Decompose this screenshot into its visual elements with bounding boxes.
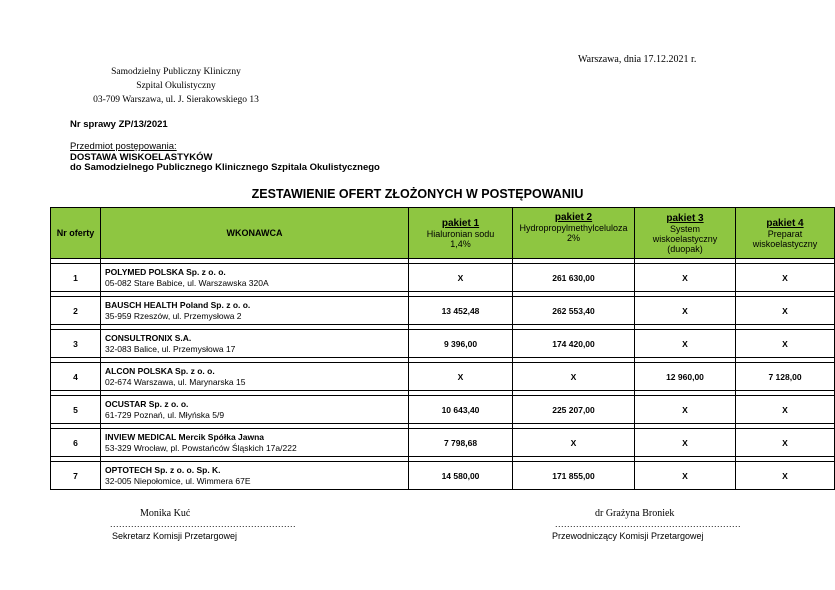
package-2-price: 225 207,00 bbox=[513, 396, 635, 424]
offer-number: 2 bbox=[51, 297, 101, 325]
offer-number: 7 bbox=[51, 462, 101, 490]
table-header-row bbox=[51, 208, 835, 259]
vendor-address: 32-083 Balice, ul. Przemysłowa 17 bbox=[105, 343, 236, 354]
table-row bbox=[51, 330, 835, 358]
vendor-address: 32-005 Niepołomice, ul. Wimmera 67E bbox=[105, 475, 251, 486]
left-signature-name: Monika Kuć bbox=[140, 508, 191, 519]
package-desc: Preparat bbox=[767, 228, 803, 239]
offer-number: 1 bbox=[51, 264, 101, 292]
vendor-cell bbox=[101, 297, 409, 325]
header-offer-no: Nr oferty bbox=[51, 208, 101, 259]
institution-address: 03-709 Warszawa, ul. J. Sierakowskiego 13 bbox=[93, 95, 259, 105]
package-desc: 2% bbox=[566, 233, 580, 243]
subject-recipient: do Samodzielnego Publicznego Klinicznego Szpitala Okulistycznego bbox=[70, 162, 380, 173]
package-title: pakiet 3 bbox=[666, 212, 704, 224]
vendor-cell bbox=[101, 462, 409, 490]
vendor-cell bbox=[101, 363, 409, 391]
package-desc: (duopak) bbox=[667, 243, 703, 254]
package-3-price: X bbox=[635, 429, 736, 457]
offers-table bbox=[50, 207, 835, 490]
package-2-price: X bbox=[513, 363, 635, 391]
package-1-price: X bbox=[409, 264, 513, 292]
vendor-address: 53-329 Wrocław, pl. Powstańców Śląskich 17a/222 bbox=[105, 442, 297, 453]
table-row bbox=[51, 429, 835, 457]
table-row bbox=[51, 462, 835, 490]
vendor-address: 02-674 Warszawa, ul. Marynarska 15 bbox=[105, 376, 246, 387]
case-number: Nr sprawy ZP/13/2021 bbox=[70, 119, 168, 130]
vendor-cell bbox=[101, 429, 409, 457]
table-row bbox=[51, 264, 835, 292]
package-4-price: 7 128,00 bbox=[736, 363, 835, 391]
package-2-price: 174 420,00 bbox=[513, 330, 635, 358]
left-signature-line: .............................................................. bbox=[110, 519, 297, 529]
offer-number: 5 bbox=[51, 396, 101, 424]
package-title: pakiet 1 bbox=[441, 217, 480, 229]
package-2-price: X bbox=[513, 429, 635, 457]
package-3-price: X bbox=[635, 297, 736, 325]
header-package-4 bbox=[736, 208, 835, 259]
subject-label: Przedmiot postępowania: bbox=[70, 141, 177, 152]
package-1-price: 14 580,00 bbox=[409, 462, 513, 490]
package-4-price: X bbox=[736, 429, 835, 457]
table-row bbox=[51, 363, 835, 391]
vendor-cell bbox=[101, 264, 409, 292]
header-vendor: WKONAWCA bbox=[101, 208, 409, 259]
vendor-name: OPTOTECH Sp. z o. o. Sp. K. bbox=[105, 464, 221, 475]
package-desc: 1,4% bbox=[450, 238, 471, 249]
table-row bbox=[51, 297, 835, 325]
offer-number: 6 bbox=[51, 429, 101, 457]
package-desc: wiskoelastyczny bbox=[752, 238, 818, 249]
package-title: pakiet 4 bbox=[766, 217, 804, 229]
vendor-name: CONSULTRONIX S.A. bbox=[105, 332, 192, 343]
package-title: pakiet 2 bbox=[554, 212, 593, 223]
package-2-price: 262 553,40 bbox=[513, 297, 635, 325]
vendor-name: INVIEW MEDICAL Mercik Spółka Jawna bbox=[105, 431, 265, 442]
header-package-3 bbox=[635, 208, 736, 259]
offer-number: 4 bbox=[51, 363, 101, 391]
package-3-price: X bbox=[635, 462, 736, 490]
right-signature-role: Przewodniczący Komisji Przetargowej bbox=[552, 531, 704, 541]
subject-block bbox=[70, 142, 380, 174]
package-3-price: X bbox=[635, 396, 736, 424]
institution-line: Szpital Okulistyczny bbox=[136, 81, 216, 91]
package-1-price: 13 452,48 bbox=[409, 297, 513, 325]
vendor-name: BAUSCH HEALTH Poland Sp. z o. o. bbox=[105, 299, 251, 310]
package-desc: System bbox=[669, 223, 700, 234]
package-1-price: X bbox=[409, 363, 513, 391]
package-1-price: 10 643,40 bbox=[409, 396, 513, 424]
table-row bbox=[51, 396, 835, 424]
document-date: Warszawa, dnia 17.12.2021 r. bbox=[578, 54, 697, 65]
header-package-2 bbox=[513, 208, 635, 259]
package-desc: wiskoelastyczny bbox=[652, 233, 718, 244]
institution-block bbox=[66, 65, 286, 107]
package-3-price: 12 960,00 bbox=[635, 363, 736, 391]
package-4-price: X bbox=[736, 297, 835, 325]
package-4-price: X bbox=[736, 396, 835, 424]
vendor-address: 35-959 Rzeszów, ul. Przemysłowa 2 bbox=[105, 310, 242, 321]
package-desc: Hydropropylmethylceluloza bbox=[519, 223, 628, 233]
vendor-cell bbox=[101, 396, 409, 424]
vendor-name: ALCON POLSKA Sp. z o. o. bbox=[105, 365, 215, 376]
package-3-price: X bbox=[635, 264, 736, 292]
package-2-price: 171 855,00 bbox=[513, 462, 635, 490]
package-4-price: X bbox=[736, 264, 835, 292]
header-package-1 bbox=[409, 208, 513, 259]
subject-title: DOSTAWA WISKOELASTYKÓW bbox=[70, 151, 213, 163]
package-4-price: X bbox=[736, 462, 835, 490]
package-2-price: 261 630,00 bbox=[513, 264, 635, 292]
package-1-price: 9 396,00 bbox=[409, 330, 513, 358]
vendor-address: 05-082 Stare Babice, ul. Warszawska 320A bbox=[105, 277, 269, 288]
package-1-price: 7 798,68 bbox=[409, 429, 513, 457]
vendor-address: 61-729 Poznań, ul. Młyńska 5/9 bbox=[105, 409, 225, 420]
document-title: ZESTAWIENIE OFERT ZŁOŻONYCH W POSTĘPOWANIU bbox=[251, 187, 584, 201]
institution-line: Samodzielny Publiczny Kliniczny bbox=[111, 67, 241, 77]
vendor-name: POLYMED POLSKA Sp. z o. o. bbox=[105, 266, 226, 277]
package-desc: Hialuronian sodu bbox=[426, 228, 495, 239]
right-signature-line: .............................................................. bbox=[555, 519, 742, 529]
package-3-price: X bbox=[635, 330, 736, 358]
left-signature-role: Sekretarz Komisji Przetargowej bbox=[112, 531, 238, 541]
right-signature-name: dr Grażyna Broniek bbox=[595, 508, 675, 519]
vendor-cell bbox=[101, 330, 409, 358]
offer-number: 3 bbox=[51, 330, 101, 358]
package-4-price: X bbox=[736, 330, 835, 358]
vendor-name: OCUSTAR Sp. z o. o. bbox=[105, 398, 189, 409]
